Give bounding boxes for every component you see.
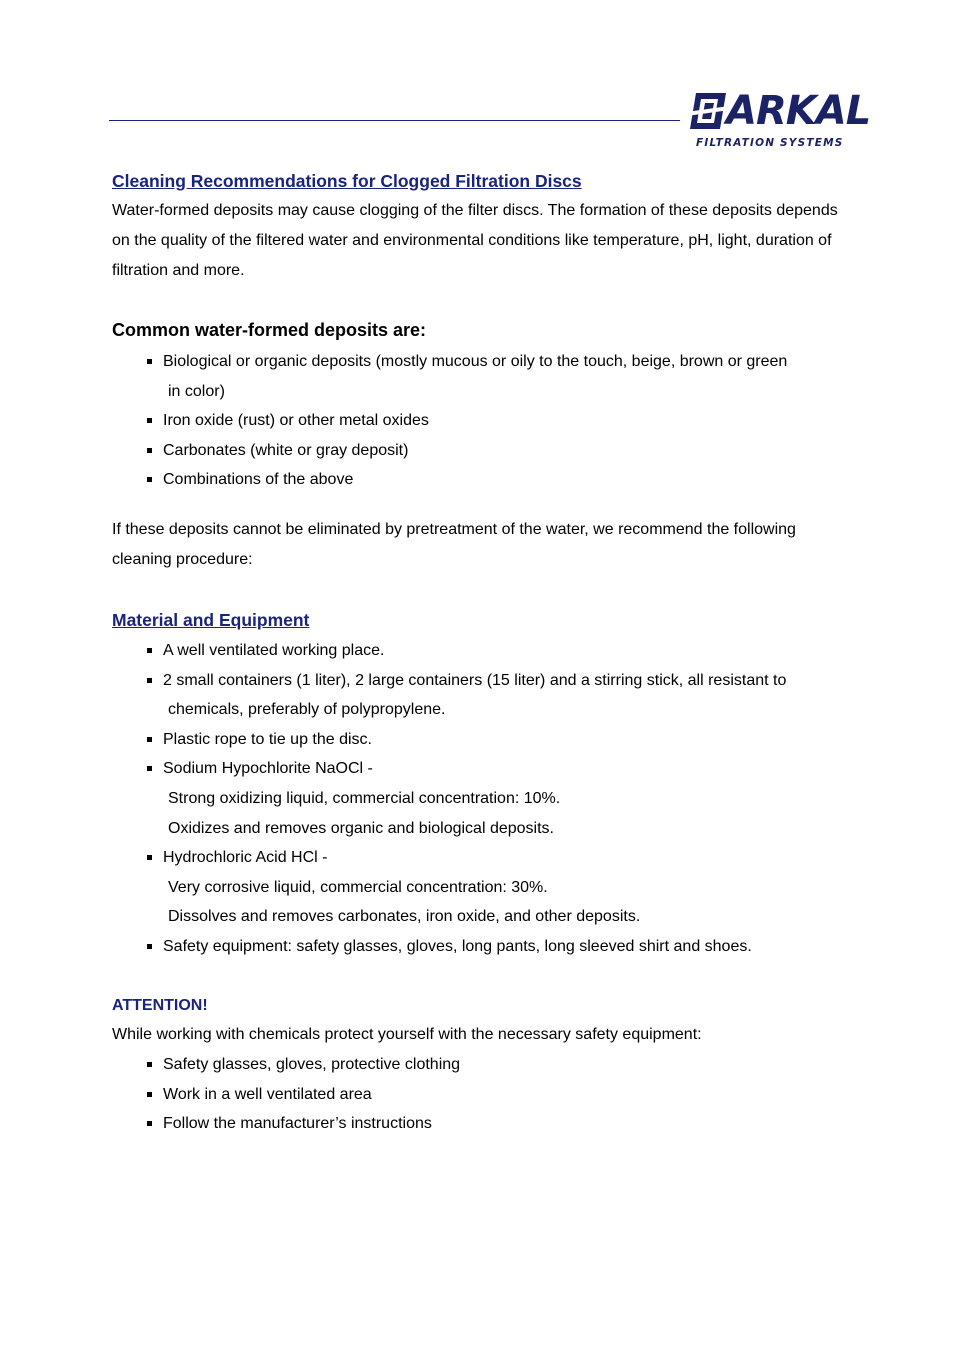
logo-wordmark: ARKAL <box>726 88 871 134</box>
list-item-text: Safety equipment: safety glasses, gloves, long pants, long sleeved shirt and shoes. <box>163 937 752 955</box>
list-item <box>112 1080 852 1110</box>
list-item-continuation: in color) <box>168 382 225 400</box>
list-item-continuation: chemicals, preferably of polypropylene. <box>168 701 446 719</box>
materials-heading[interactable]: Material and Equipment <box>112 610 310 630</box>
attention-heading: ATTENTION! <box>112 997 208 1014</box>
list-item-text: Carbonates (white or gray deposit) <box>163 441 409 459</box>
list-item-text: Combinations of the above <box>163 471 354 489</box>
deposits-list <box>112 347 852 495</box>
list-item <box>112 843 852 932</box>
list-item-text: Follow the manufacturer’s instructions <box>163 1115 432 1133</box>
list-item <box>112 1050 852 1080</box>
list-item <box>112 347 852 406</box>
list-item <box>112 754 852 843</box>
list-item <box>112 465 852 495</box>
intro-paragraph: Water-formed deposits may cause clogging of the filter discs. The formation of these deposits depends on the quality of the filtered water and environmental conditions like temperature, pH, light, duration of filtration and more. <box>112 202 838 279</box>
list-item-text: Plastic rope to tie up the disc. <box>163 730 372 748</box>
list-item <box>112 636 852 666</box>
recommendation-paragraph: If these deposits cannot be eliminated by pretreatment of the water, we recommend the following cleaning procedure: <box>112 521 796 568</box>
list-item-text: Safety glasses, gloves, protective clothing <box>163 1056 461 1073</box>
list-item <box>112 725 852 755</box>
list-item-continuation: Very corrosive liquid, commercial concentration: 30%. <box>168 878 548 896</box>
attention-paragraph: While working with chemicals protect yourself with the necessary safety equipment: <box>112 1026 702 1043</box>
list-item <box>112 666 852 725</box>
list-item-text: A well ventilated working place. <box>163 642 385 659</box>
list-item-continuation: Oxidizes and removes organic and biological deposits. <box>168 819 554 837</box>
list-item-text: Iron oxide (rust) or other metal oxides <box>163 412 429 430</box>
list-item-continuation: Dissolves and removes carbonates, iron oxide, and other deposits. <box>168 908 641 926</box>
logo-subtitle: FILTRATION SYSTEMS <box>696 137 844 149</box>
list-item-continuation: Strong oxidizing liquid, commercial concentration: 10%. <box>168 789 561 807</box>
list-item-text: Work in a well ventilated area <box>163 1085 372 1103</box>
arkal-logo-mark-icon <box>686 89 730 133</box>
header-rule <box>109 120 680 121</box>
deposits-heading: Common water-formed deposits are: <box>112 320 427 340</box>
list-item <box>112 932 852 962</box>
page-title[interactable]: Cleaning Recommendations for Clogged Filtration Discs <box>112 171 582 191</box>
arkal-logo <box>686 87 871 151</box>
materials-list <box>112 636 852 962</box>
attention-list <box>112 1050 852 1139</box>
list-item-text: Biological or organic deposits (mostly mucous or oily to the touch, beige, brown or green <box>163 353 788 370</box>
list-item <box>112 1109 852 1139</box>
list-item <box>112 436 852 466</box>
list-item <box>112 406 852 436</box>
list-item-text: 2 small containers (1 liter), 2 large containers (15 liter) and a stirring stick, all resistant to <box>163 671 787 689</box>
list-item-text: Sodium Hypochlorite NaOCl - <box>163 760 373 778</box>
list-item-text: Hydrochloric Acid HCl - <box>163 849 328 867</box>
